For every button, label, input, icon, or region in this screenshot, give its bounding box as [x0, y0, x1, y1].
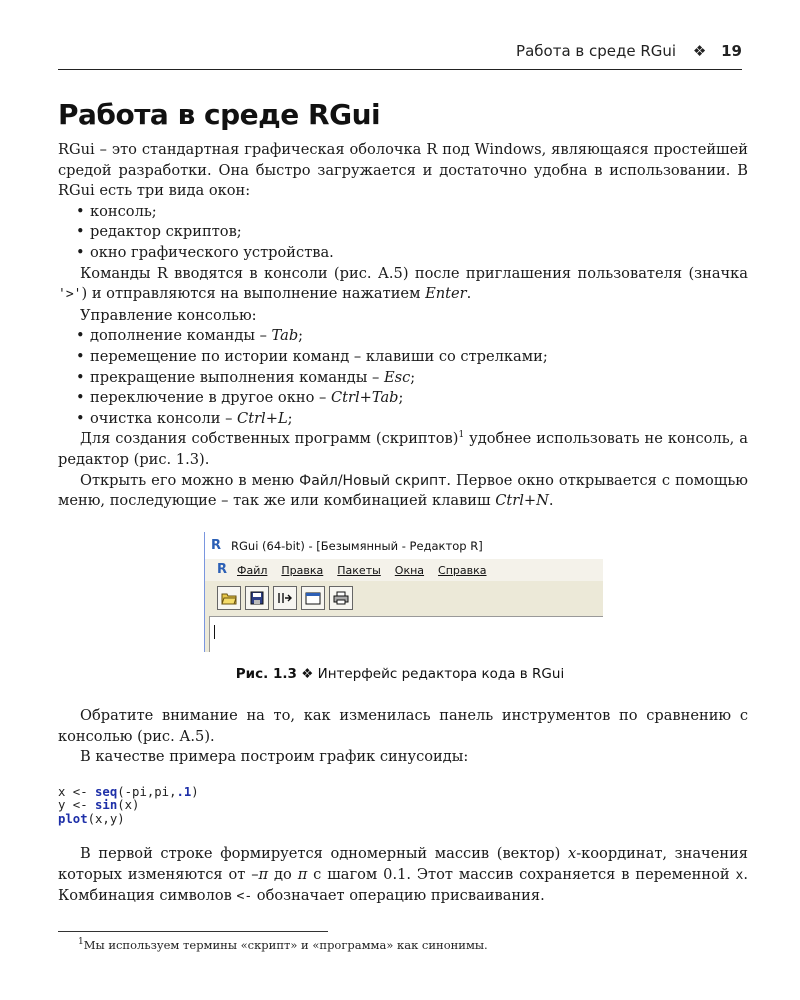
code-block	[58, 786, 199, 826]
footnote-mark: 1	[78, 937, 84, 948]
console-controls-list	[58, 326, 748, 429]
intro-paragraph: RGui – это стандартная графическая оболочка R под Windows, являющаяся простейшей средой разработки. Она быстро загружается и достаточно удобна в использовании. В RGui есть три вида окон:	[58, 141, 748, 200]
menu-bar	[205, 559, 603, 581]
code-line: x <- seq(-pi,pi,.1)	[58, 785, 199, 799]
code-line: plot(x,y)	[58, 811, 125, 826]
window-title: RGui (64-bit) - [Безымянный - Редактор R]	[231, 538, 483, 553]
rgui-editor-screenshot	[204, 532, 603, 652]
console-paragraph: Команды R вводятся в консоли (рис. А.5) после приглашения пользователя (значка '>') и отправляются на выполнение нажатием Enter.	[58, 264, 748, 303]
footnote-rule	[58, 931, 328, 932]
code-line: y <- sin(x)	[58, 798, 140, 813]
body-text-top	[58, 140, 748, 512]
footnote	[78, 938, 488, 952]
footnote-text: Мы используем термины «скрипт» и «программа» как синонимы.	[83, 938, 488, 952]
print-icon[interactable]	[329, 586, 353, 610]
example-paragraph: В качестве примера построим график синусоиды:	[80, 748, 469, 766]
footnote-ref[interactable]: 1	[458, 430, 465, 441]
menu-path: Файл/Новый скрипт	[299, 472, 447, 489]
list-item: • редактор скриптов;	[90, 222, 748, 243]
toolbar-paragraph: Обратите внимание на то, как изменилась панель инструментов по сравнению с консолью (рис. А.5).	[58, 707, 748, 745]
script-editor-area[interactable]	[209, 616, 603, 652]
console-control-heading: Управление консолью:	[80, 306, 257, 324]
header-rule	[58, 69, 742, 70]
list-item: • перемещение по истории команд – клавиши со стрелками;	[90, 347, 748, 368]
r-logo-icon: R	[211, 537, 222, 553]
caption-text: Интерфейс редактора кода в RGui	[317, 666, 565, 682]
toolbar	[205, 581, 603, 615]
save-icon[interactable]	[245, 586, 269, 610]
scripts-paragraph: Для создания собственных программ (скриптов)$^1$ удобнее использовать не консоль, а редактор (рис. 1.3).	[58, 430, 748, 468]
open-folder-icon[interactable]	[217, 586, 241, 610]
text-cursor	[214, 625, 215, 639]
list-item: • окно графического устройства.	[90, 243, 748, 264]
caption-ornament: ❖	[301, 666, 314, 682]
window-titlebar	[205, 532, 603, 559]
explanation-paragraph: В первой строке формируется одномерный массив (вектор) x-координат, значения которых изменяются от –π до π с шагом 0.1. Этот массив сохраняется в переменной x. Комбинация символов <- обозначает операцию присваивания.	[58, 845, 749, 905]
menu-help[interactable]: Справка	[438, 563, 487, 577]
menu-packages[interactable]: Пакеты	[337, 563, 381, 577]
running-header-title: Работа в среде RGui	[516, 42, 677, 60]
body-text-middle	[58, 706, 748, 768]
list-item: • дополнение команды – Tab;	[90, 326, 748, 347]
list-item: • консоль;	[90, 202, 748, 223]
key-name: Enter	[425, 285, 467, 303]
list-item: • прекращение выполнения команды – Esc;	[90, 368, 748, 389]
menu-edit[interactable]: Правка	[281, 563, 324, 577]
list-item: • очистка консоли – Ctrl+L;	[90, 409, 748, 430]
running-header	[58, 42, 742, 66]
menu-windows[interactable]: Окна	[394, 563, 425, 577]
caption-label: Рис. 1.3	[235, 666, 297, 682]
running-header-ornament: ❖	[692, 42, 707, 60]
run-line-icon[interactable]	[273, 586, 297, 610]
list-item: • переключение в другое окно – Ctrl+Tab;	[90, 388, 748, 409]
open-editor-paragraph: Открыть его можно в меню Файл/Новый скрипт. Первое окно открывается с помощью меню, последующие – так же или комбинацией клавиш Ctrl+N.	[58, 471, 748, 510]
figure-caption	[0, 666, 800, 682]
prompt-symbol: '>'	[58, 287, 82, 303]
r-logo-icon: R	[217, 562, 228, 577]
window-icon[interactable]	[301, 586, 325, 610]
section-heading: Работа в среде RGui	[58, 98, 381, 131]
window-types-list	[58, 202, 748, 264]
menu-file[interactable]: Файл	[237, 563, 268, 577]
page-number: 19	[721, 42, 742, 60]
body-text-bottom	[58, 844, 748, 908]
